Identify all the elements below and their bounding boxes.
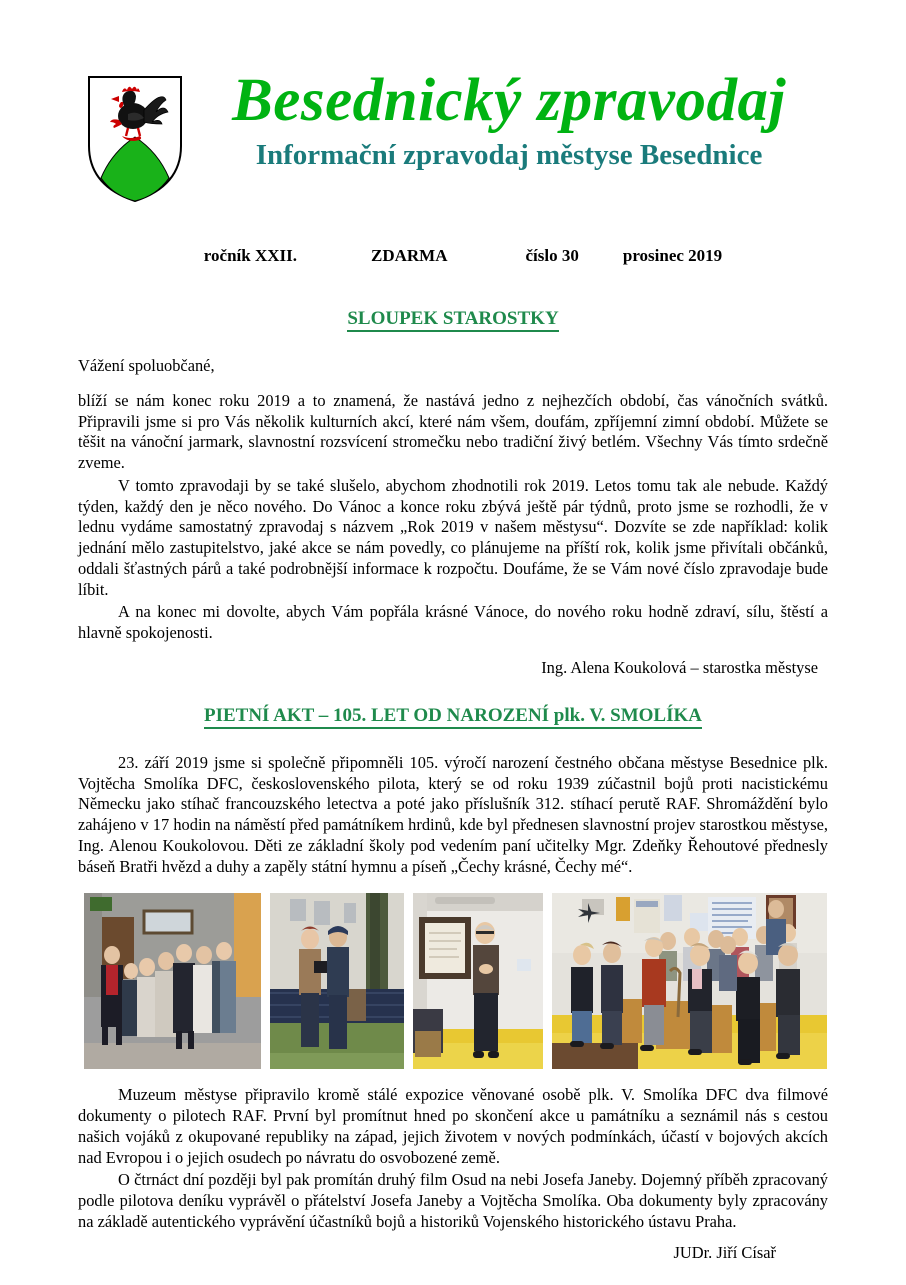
photo-gallery xyxy=(78,877,828,1069)
issue-date: prosinec 2019 xyxy=(622,246,723,265)
photo-children-choir-outside xyxy=(84,893,261,1069)
paragraph-greeting: Vážení spoluobčané, xyxy=(78,356,215,375)
signature-mayor: Ing. Alena Koukolová – starostka městyse xyxy=(541,657,818,677)
paragraph-wishes: A na konec mi dovolte, abych Vám popřála krásné Vánoce, do nového roku hodně zdraví, sílu, štěstí a hlavně spokojenosti. xyxy=(78,602,828,642)
section-heading-sloupek-starostky xyxy=(78,266,828,330)
photo-seated-audience xyxy=(552,893,827,1069)
page-subtitle: Informační zpravodaj městyse Besednice xyxy=(255,139,763,171)
photo-speaker-in-museum xyxy=(413,893,543,1069)
issue-price: ZDARMA xyxy=(371,246,448,265)
section-heading-text: SLOUPEK STAROSTKY xyxy=(347,308,558,332)
paragraph-intro: blíží se nám konec roku 2019 a to znamená, že nastává jedno z nejhezčích období, čas vánočních svátků. Připravili jsme si pro Vás několik kulturních akcí, které nám všem, doufám, zpříjemní zimní období. Můžete se těšit na vánoční jarmark, slavnostní rozsvícení stromečku nebo tradiční živý betlém. Všechny Vás tímto srdečně zveme. xyxy=(78,390,828,472)
section-heading-pietni-akt xyxy=(78,678,828,727)
paragraph-year-review: V tomto zpravodaji by se také slušelo, abychom zhodnotili rok 2019. Letos tomu tak ale nebude. Každý týden, každý den je něco nového. Do Vánoc a konce roku zbývá ještě pár týdnů, proto jsme se rozhodli, že v lednu vydáme samostatný zpravodaj s názvem „Rok 2019 v našem městysu“. Dozvíte se zde například: kolik jednání mělo zastupitelstvo, jaké akce se nám povedly, co plánujeme na příští rok, kolik jsme přivítali občánků, oddali šťastných párů a také podrobnější informace k rozpočtu. Doufáme, že se Vám nové číslo zpravodaje bude líbit. xyxy=(78,475,828,599)
coat-of-arms-icon xyxy=(86,74,184,204)
paragraph-second-film: O čtrnáct dní později byl pak promítán druhý film Osud na nebi Josefa Janeby. Dojemný příběh zpracovaný podle pilotova deníku vyprávěl o přátelství Josefa Janeby a Vojtěcha Smolíka. Oba dokumenty byly zpracovány na základě autentického vyprávění účastníků bojů a historiků Vojenského historického ústavu Praha. xyxy=(78,1170,828,1231)
photo-two-people-reading xyxy=(270,893,404,1069)
page-title: Besednický zpravodaj xyxy=(232,67,786,134)
issue-volume: ročník XXII. xyxy=(203,246,297,265)
section-heading-text: PIETNÍ AKT – 105. LET OD NAROZENÍ plk. V. SMOLÍKA xyxy=(204,705,702,729)
paragraph-museum-films: Muzeum městyse připravilo kromě stálé expozice věnované osobě plk. V. Smolíka DFC dva filmové dokumenty o pilotech RAF. První byl promítnut hned po skončení akce u památníku a seznámil nás s cestou našich vojáků z okupované republiky na západ, jejich životem v nových podmínkách, účastí v bojových akcích nad Evropou i o jejich osudech po návratu do osvobozené země. xyxy=(78,1085,828,1167)
masthead xyxy=(78,0,828,222)
paragraph-memorial-event: 23. září 2019 jsme si společně připomněli 105. výročí narození čestného občana městyse Besednice plk. Vojtěcha Smolíka DFC, československého pilota, který se od roku 1939 zúčastnil bojů proti nacistickému Německu jako stíhač francouzského letectva a poté jako příslušník 312. stíhací perutě RAF. Shromáždění bylo zahájeno v 17 hodin na náměstí před památníkem hrdinů, kde byl přednesen slavnostní projev starostkou městyse, Ing. Alenou Koukolovou. Děti ze základní školy pod vedením paní učitelky Mgr. Zdeňky Řehoutové přednesly báseň Bratři hvězd a duhy a zapěly státní hymnu a píseň „Čechy krásné, Čechy mé“. xyxy=(78,752,828,876)
masthead-text-block xyxy=(184,68,828,170)
issue-info-line xyxy=(78,222,828,266)
signature-author: JUDr. Jiří Císař xyxy=(673,1242,776,1262)
issue-number: číslo 30 xyxy=(525,246,579,265)
